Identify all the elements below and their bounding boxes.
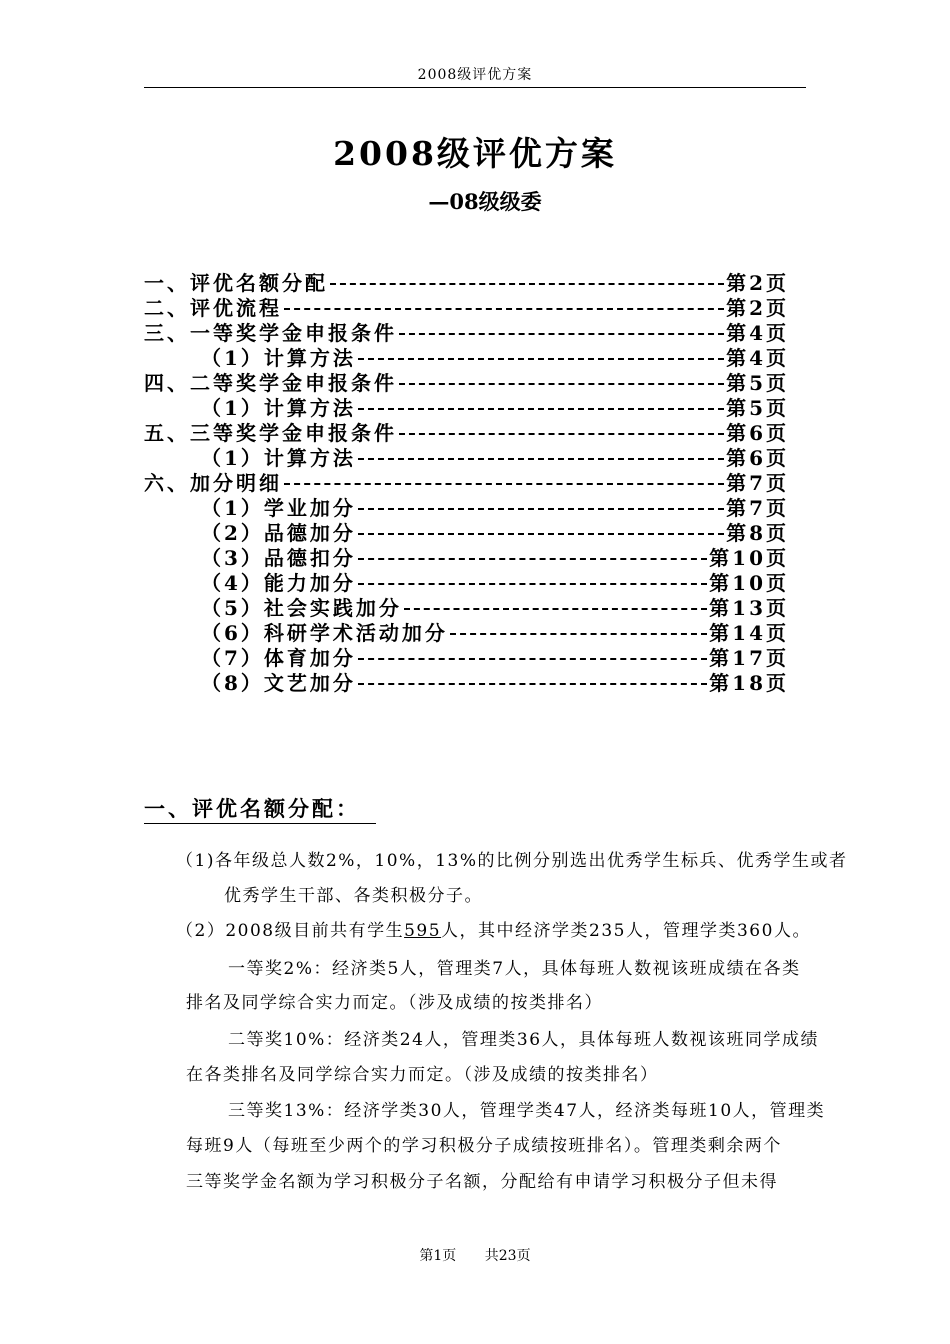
toc-entry[interactable] xyxy=(144,571,789,596)
toc-entry-page: 第10页 xyxy=(709,571,789,595)
paragraph-line: 优秀学生干部、各类积极分子。 xyxy=(224,886,483,906)
toc-leader xyxy=(399,333,724,335)
toc-entry[interactable] xyxy=(144,396,789,421)
toc-entry[interactable] xyxy=(144,621,789,646)
toc-entry[interactable] xyxy=(144,596,789,621)
toc-entry[interactable] xyxy=(144,271,789,296)
paragraph-line: 二等奖10%：经济类24人，管理类36人，具体每班人数视该班同学成绩 xyxy=(228,1030,820,1050)
toc-entry-label: （1）学业加分 xyxy=(201,496,356,520)
toc-entry-page: 第4页 xyxy=(726,346,789,370)
toc-entry-label: （4）能力加分 xyxy=(201,571,356,595)
toc-entry-page: 第13页 xyxy=(709,596,789,620)
toc-entry[interactable] xyxy=(144,496,789,521)
toc-entry-label: （1）计算方法 xyxy=(201,446,356,470)
paragraph-line: 一等奖2%：经济类5人，管理类7人，具体每班人数视该班成绩在各类 xyxy=(228,959,801,979)
toc-entry[interactable] xyxy=(144,646,789,671)
toc-entry-label: （6）科研学术活动加分 xyxy=(201,621,448,645)
toc-entry-label: 二、评优流程 xyxy=(144,296,282,320)
toc-entry-page: 第7页 xyxy=(726,471,789,495)
toc-entry-page: 第5页 xyxy=(726,396,789,420)
toc-entry-label: （7）体育加分 xyxy=(201,646,356,670)
toc-entry-label: （5）社会实践加分 xyxy=(201,596,402,620)
toc-entry[interactable] xyxy=(144,671,789,696)
toc-leader xyxy=(358,358,724,360)
student-count: 595 xyxy=(404,921,442,941)
paragraph-line xyxy=(176,919,811,943)
paragraph-line: 三等奖学金名额为学习积极分子名额，分配给有申请学习积极分子但未得 xyxy=(186,1172,778,1192)
page-footer xyxy=(0,1245,950,1265)
toc-leader xyxy=(399,383,724,385)
paragraph-line: 三等奖13%：经济学类30人，管理学类47人，经济类每班10人，管理类 xyxy=(228,1101,826,1121)
toc-leader xyxy=(358,558,707,560)
toc-leader xyxy=(358,408,724,410)
toc-entry[interactable] xyxy=(144,471,789,496)
running-header: 2008级评优方案 xyxy=(417,67,533,83)
toc-entry-page: 第4页 xyxy=(726,321,789,345)
toc-entry[interactable] xyxy=(144,371,789,396)
page-total: 共23页 xyxy=(484,1248,531,1264)
toc-entry-label: （1）计算方法 xyxy=(201,396,356,420)
toc-leader xyxy=(358,458,724,460)
toc-entry[interactable] xyxy=(144,421,789,446)
document-subtitle: —08级级委 xyxy=(428,189,542,214)
header-rule xyxy=(144,87,806,88)
toc-leader xyxy=(358,683,707,685)
paragraph-text: 人，其中经济学类235人，管理学类360人。 xyxy=(441,921,811,941)
toc-leader xyxy=(404,608,707,610)
toc-entry-page: 第17页 xyxy=(709,646,789,670)
toc-entry-page: 第6页 xyxy=(726,446,789,470)
toc-entry[interactable] xyxy=(144,296,789,321)
toc-entry-label: （2）品德加分 xyxy=(201,521,356,545)
toc-leader xyxy=(358,583,707,585)
toc-entry-page: 第7页 xyxy=(726,496,789,520)
toc-entry-label: 六、加分明细 xyxy=(144,471,282,495)
toc-leader xyxy=(358,508,724,510)
toc-leader xyxy=(358,658,707,660)
paragraph-line: 每班9人（每班至少两个的学习积极分子成绩按班排名）。管理类剩余两个 xyxy=(186,1136,782,1156)
paragraph-line: 在各类排名及同学综合实力而定。（涉及成绩的按类排名） xyxy=(186,1065,659,1085)
section-heading: 一、评优名额分配： xyxy=(144,795,376,824)
toc-entry-page: 第14页 xyxy=(709,621,789,645)
toc-entry[interactable] xyxy=(144,446,789,471)
toc-entry[interactable] xyxy=(144,321,789,346)
paragraph-line: （1)各年级总人数2%，10%，13%的比例分别选出优秀学生标兵、优秀学生或者 xyxy=(176,851,848,871)
toc-entry-label: 三、一等奖学金申报条件 xyxy=(144,321,397,345)
toc-leader xyxy=(284,308,724,310)
paragraph-text: （2）2008级目前共有学生 xyxy=(176,921,405,941)
toc-entry-label: （3）品德扣分 xyxy=(201,546,356,570)
page-number: 第1页 xyxy=(419,1248,457,1264)
table-of-contents xyxy=(144,271,789,696)
toc-entry[interactable] xyxy=(144,346,789,371)
toc-leader xyxy=(330,283,724,285)
toc-entry-page: 第6页 xyxy=(726,421,789,445)
toc-leader xyxy=(450,633,707,635)
toc-entry-page: 第2页 xyxy=(726,271,789,295)
toc-leader xyxy=(399,433,724,435)
toc-entry-label: （1）计算方法 xyxy=(201,346,356,370)
toc-entry-page: 第8页 xyxy=(726,521,789,545)
paragraph-line: 排名及同学综合实力而定。（涉及成绩的按类排名） xyxy=(186,993,603,1013)
toc-entry[interactable] xyxy=(144,521,789,546)
toc-entry-label: 一、评优名额分配 xyxy=(144,271,328,295)
toc-entry-label: （8）文艺加分 xyxy=(201,671,356,695)
toc-leader xyxy=(358,533,724,535)
toc-entry-label: 四、二等奖学金申报条件 xyxy=(144,371,397,395)
toc-entry[interactable] xyxy=(144,546,789,571)
toc-leader xyxy=(284,483,724,485)
toc-entry-page: 第10页 xyxy=(709,546,789,570)
toc-entry-page: 第18页 xyxy=(709,671,789,695)
toc-entry-page: 第2页 xyxy=(726,296,789,320)
document-title: 2008级评优方案 xyxy=(333,134,617,173)
toc-entry-page: 第5页 xyxy=(726,371,789,395)
toc-entry-label: 五、三等奖学金申报条件 xyxy=(144,421,397,445)
